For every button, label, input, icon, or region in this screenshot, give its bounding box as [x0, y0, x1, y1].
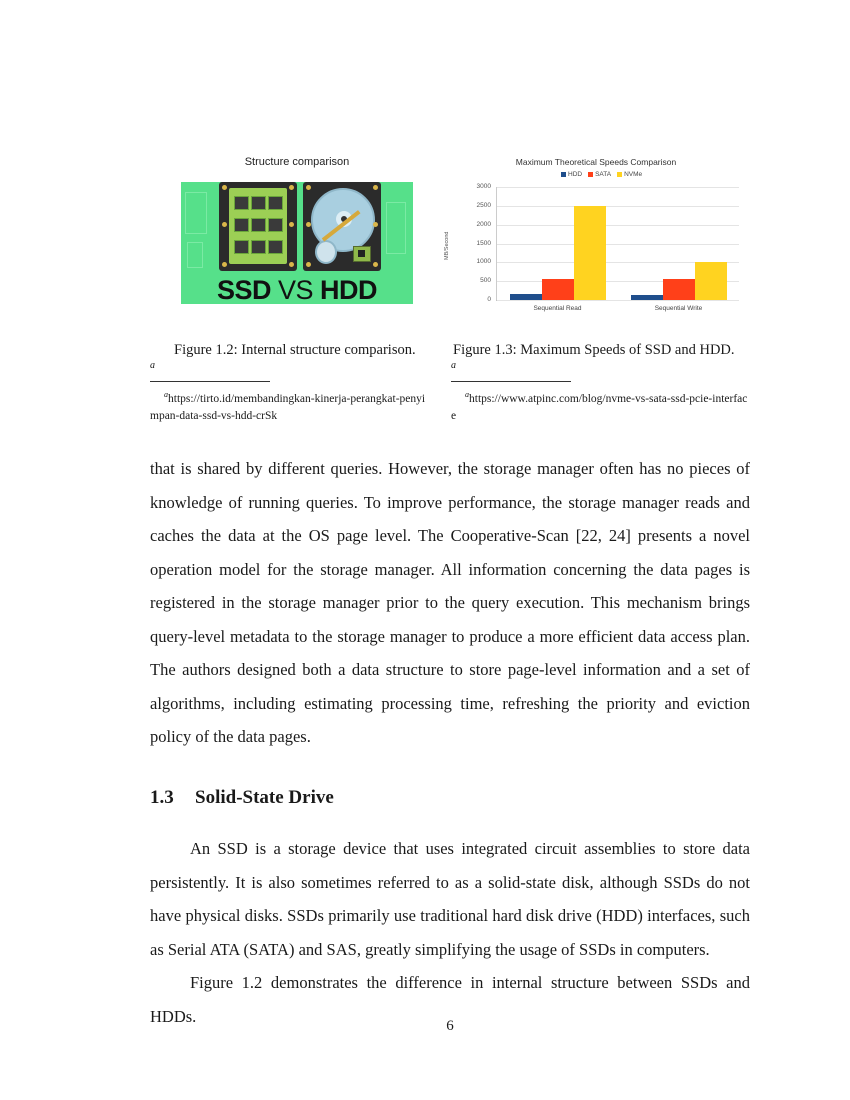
footnote-url[interactable]: https://tirto.id/membandingkan-kinerja-perangkat-penyimpan-data-ssd-vs-hdd-crSk	[150, 392, 426, 422]
y-tick-label: 2000	[476, 220, 491, 228]
figure-1-2-footnote-mark: a	[150, 360, 155, 371]
gridline	[497, 187, 739, 188]
chart-title: Maximum Theoretical Speeds Comparison	[515, 157, 677, 167]
body-paragraph-1: that is shared by different queries. However, the storage manager often has no pieces of knowledge of running queries. To improve performance, the storage manager reads and caches the data at the OS page level. The Cooperative-Scan [22, 24] presents a novel operation model for the storage manager. All information concerning the data pages is registered in the storage manager prior to the query execution. This mechanism brings query-level metadata to the storage manager to produce a more efficient data access plan. The authors designed both a data structure to store page-level information and a set of algorithms, including estimating processing time, refreshing the priority and eviction policy of the data pages.	[150, 459, 750, 746]
y-tick-label: 2500	[476, 201, 491, 209]
footnote-url[interactable]: https://www.atpinc.com/blog/nvme-vs-sata-ssd-pcie-interface	[451, 392, 748, 422]
gridline	[497, 300, 739, 301]
hdd-illustration-icon	[303, 182, 381, 271]
chart-legend	[561, 171, 642, 178]
figure-1-2-image-title: Structure comparison	[244, 156, 350, 168]
gridline	[497, 225, 739, 226]
ssd-illustration-icon	[219, 182, 297, 271]
legend-swatch-icon	[588, 172, 593, 177]
bar-sata-1	[663, 279, 695, 300]
y-tick-label: 1000	[476, 258, 491, 266]
footnote-rule	[451, 381, 571, 382]
banner-vs: VS	[278, 275, 314, 304]
ssd-vs-hdd-image	[181, 182, 413, 304]
legend-swatch-icon	[561, 172, 566, 177]
bar-hdd-1	[631, 295, 663, 300]
bar-hdd-0	[510, 294, 542, 300]
body-paragraph-3: Figure 1.2 demonstrates the difference in internal structure between SSDs and HDDs.	[150, 973, 750, 1026]
y-tick-label: 500	[480, 277, 491, 285]
banner-ssd: SSD	[216, 275, 271, 304]
bar-sata-0	[542, 279, 574, 300]
legend-swatch-icon	[617, 172, 622, 177]
gridline	[497, 244, 739, 245]
body-paragraph-2: An SSD is a storage device that uses integrated circuit assemblies to store data persistently. It is also sometimes referred to as a solid-state disk, although SSDs do not have physical disks. SSDs primarily use traditional hard disk drive (HDD) interfaces, such as Serial ATA (SATA) and SAS, greatly simplifying the usage of SSDs in computers. Figure 1.2 demonstrates the difference in internal structure between SSDs and HDDs.	[150, 832, 750, 1033]
bar-nvme-1	[695, 262, 727, 300]
ssd-vs-hdd-banner	[181, 275, 413, 304]
y-tick-label: 3000	[476, 183, 491, 190]
bar-nvme-0	[574, 206, 606, 300]
section-number: 1.3	[150, 787, 174, 808]
banner-hdd: HDD	[320, 275, 378, 304]
legend-item-nvme: NVMe	[617, 171, 642, 178]
figure-1-3-footnote-mark: a	[451, 360, 456, 371]
legend-item-sata: SATA	[588, 171, 611, 178]
y-tick-label: 0	[487, 296, 491, 303]
x-category-label: Sequential Read	[533, 305, 582, 312]
gridline	[497, 206, 739, 207]
y-axis-label: MB/Second	[444, 231, 450, 260]
legend-item-hdd: HDD	[561, 171, 582, 178]
page-number: 6	[446, 1018, 454, 1034]
speed-comparison-chart	[446, 155, 766, 320]
section-heading	[150, 787, 334, 809]
x-category-label: Sequential Write	[654, 305, 703, 312]
plot-area	[476, 183, 739, 312]
footnote-rule	[150, 381, 270, 382]
section-title: Solid-State Drive	[195, 787, 334, 808]
figure-1-3-footnote: $^a$https://www.atpinc.com/blog/nvme-vs-sata-ssd-pcie-interface	[451, 390, 748, 422]
figure-1-2-caption: Figure 1.2: Internal structure comparison.	[174, 342, 416, 358]
figure-1-3-caption: Figure 1.3: Maximum Speeds of SSD and HDD.	[453, 342, 735, 358]
y-tick-label: 1500	[476, 239, 491, 247]
figure-1-2-footnote: $^a$https://tirto.id/membandingkan-kinerja-perangkat-penyimpan-data-ssd-vs-hdd-crSk	[150, 390, 426, 422]
